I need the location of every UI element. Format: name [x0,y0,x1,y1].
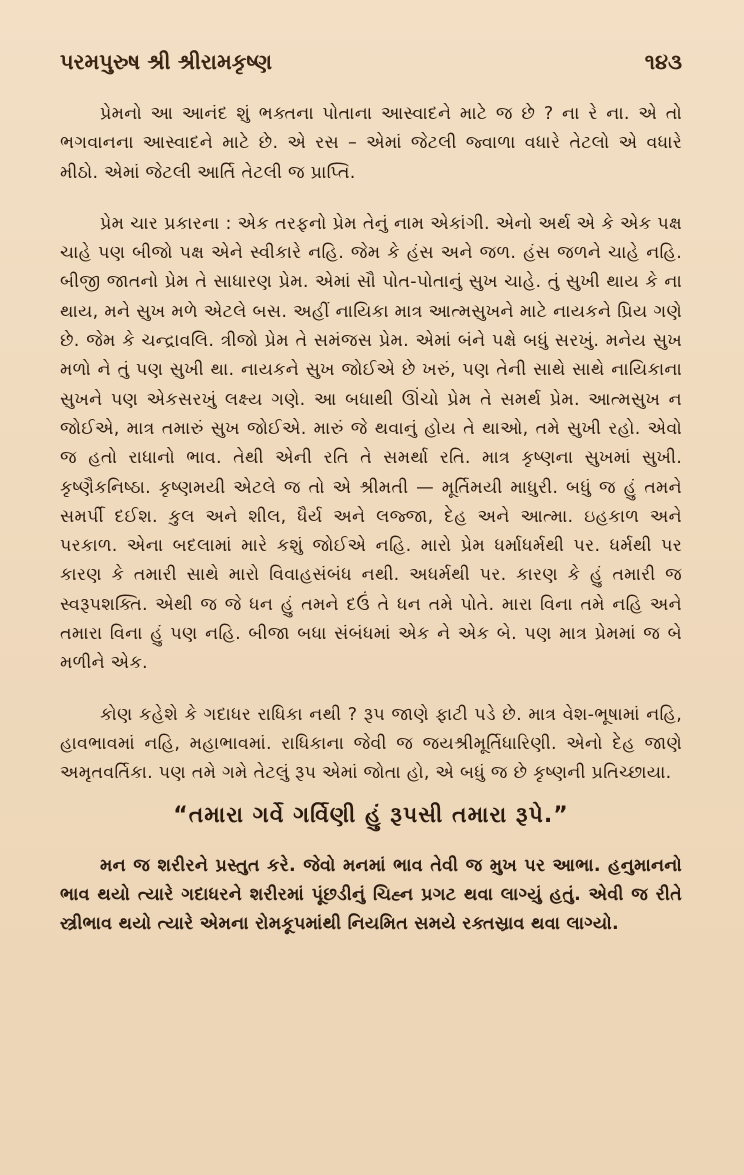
verse-quote: “તમારા ગર્વે ગર્વિણી હું રૂપસી તમારા રૂપે.” [173,802,569,828]
page-body [60,100,682,961]
paragraph-3: કોણ કહેશે કે ગદાધર રાધિકા નથી ? રૂપ જાણે ફાટી પડે છે. માત્ર વેશ-ભૂષામાં નહિ, હાવભાવમાં નહિ, મહાભાવમાં. રાધિકાના જેવી જ જયશ્રીમૂર્તિધારિણી. એનો દેહ જાણે અમૃતવર્તિકા. પણ તમે ગમે તેટલું રૂપ એમાં જોતા હો, એ બધું જ છે કૃષ્ણની પ્રતિચ્છાયા. [60,704,682,784]
page-number: ૧૪૩ [644,50,682,74]
page-header [60,50,682,75]
paragraph-1: પ્રેમનો આ આનંદ શું ભક્તના પોતાના આસ્વાદને માટે જ છે ? ના રે ના. એ તો ભગવાનના આસ્વાદને માટે છે. એ રસ – એમાં જેટલી જ્વાળા વધારે તેટલો એ વધારે મીઠો. એમાં જેટલી આર્તિ તેટલી જ પ્રાપ્તિ. [60,104,683,183]
running-title: પરમપુરુષ શ્રી શ્રીરામકૃષ્ણ [60,50,273,74]
paragraph-4: મન જ શરીરને પ્રસ્તુત કરે. જેવો મનમાં ભાવ તેવી જ મુખ પર આભા. હનુમાનનો ભાવ થયો ત્યારે ગદાધરને શરીરમાં પૂંછડીનું ચિહ્ન પ્રગટ થવા લાગ્યું હતું. એવી જ રીતે સ્ત્રીભાવ થયો ત્યારે એમના રોમકૂપમાંથી નિયમિત સમયે રક્તસ્રાવ થવા લાગ્યો. [60,855,682,935]
paragraph-2: પ્રેમ ચાર પ્રકારના : એક તરફનો પ્રેમ તેનું નામ એકાંગી. એનો અર્થ એ કે એક પક્ષ ચાહે પણ બીજો પક્ષ એને સ્વીકારે નહિ. જેમ કે હંસ અને જળ. હંસ જળને ચાહે નહિ. બીજી જાતનો પ્રેમ તે સાધારણ પ્રેમ. એમાં સૌ પોત-પોતાનું સુખ ચાહે. તું સુખી થાય કે ના થાય, મને સુખ મળે એટલે બસ. અહીં નાયિકા માત્ર આત્મસુખને માટે નાયકને પ્રિય ગણે છે. જેમ કે ચન્દ્રાવલિ. ત્રીજો પ્રેમ તે સમંજસ પ્રેમ. એમાં બંને પક્ષે બધું સરખું. મનેય સુખ મળો ને તું પણ સુખી થા. નાયકને સુખ જોઈએ છે ખરું, પણ તેની સાથે સાથે નાયિકાના સુખને પણ એકસરખું લક્ષ્ય ગણે. આ બધાથી ઊંચો પ્રેમ તે સમર્થ પ્રેમ. આત્મસુખ ન જોઈએ, માત્ર તમારું સુખ જોઈએ. મારું જે થવાનું હોય તે થાઓ, તમે સુખી રહો. એવો જ હતો રાધાનો ભાવ. તેથી એની રતિ તે સમર્થા રતિ. માત્ર કૃષ્ણના સુખમાં સુખી. કૃષ્ણૈકનિષ્ઠા. કૃષ્ણમયી એટલે જ તો એ શ્રીમતી — મૂર્તિમયી માધુરી. બધું જ હું તમને સમર્પી દઈશ. કુલ અને શીલ, ધૈર્ય અને લજ્જા, દેહ અને આત્મા. ઇહકાળ અને પરકાળ. એના બદલામાં મારે કશું જોઈએ નહિ. મારો પ્રેમ ધર્માધર્મથી પર. ધર્મથી પર કારણ કે તમારી સાથે મારો વિવાહસંબંધ નથી. અધર્મથી પર. કારણ કે હું તમારી જ સ્વરૂપશક્તિ. એથી જ જે ધન હું તમને દઉં તે ધન તમે પોતે. મારા વિના તમે નહિ અને તમારા વિના હું પણ નહિ. બીજા બધા સંબંધમાં એક ને એક બે. પણ માત્ર પ્રેમમાં જ બે મળીને એક. [60,213,682,674]
